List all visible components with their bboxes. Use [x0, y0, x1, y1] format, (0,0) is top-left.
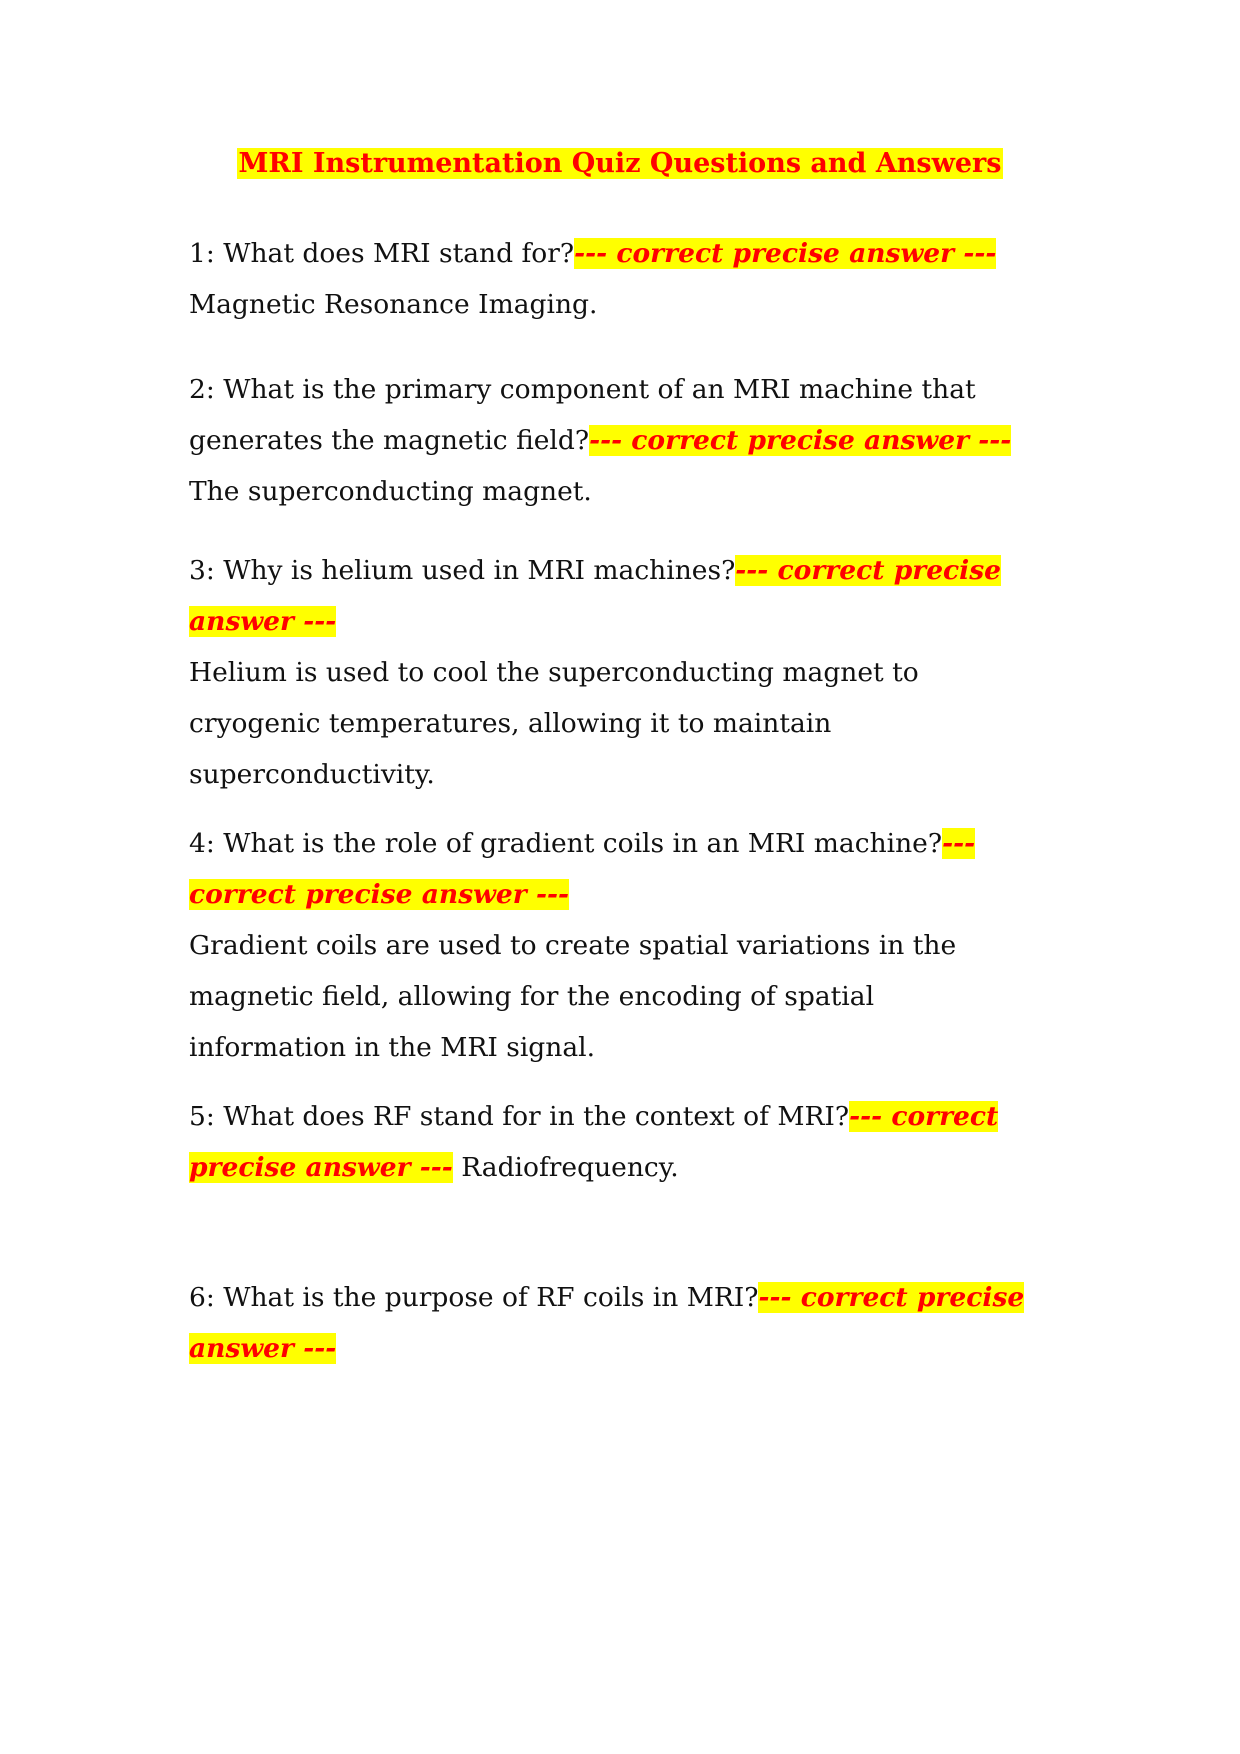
answer-text: Helium is used to cool the superconducting magnet to: [189, 657, 919, 688]
answer-text: magnetic field, allowing for the encoding of spatial: [189, 981, 875, 1012]
answer-marker: precise answer ---: [189, 1152, 453, 1183]
question-text: 1: What does MRI stand for?: [189, 238, 575, 269]
answer-marker: answer ---: [189, 606, 337, 637]
qa-item-6: [189, 1272, 1069, 1374]
answer-text: Magnetic Resonance Imaging.: [189, 289, 598, 320]
question-text: 6: What is the purpose of RF coils in MRI?: [189, 1282, 759, 1313]
question-text: 2: What is the primary component of an MRI machine that: [189, 374, 976, 405]
answer-text: Gradient coils are used to create spatial variations in the: [189, 930, 957, 961]
question-text: 3: Why is helium used in MRI machines?: [189, 555, 736, 586]
answer-text: cryogenic temperatures, allowing it to maintain: [189, 708, 832, 739]
document-title: MRI Instrumentation Quiz Questions and Answers: [238, 148, 1002, 179]
answer-marker: ---: [942, 828, 976, 859]
answer-text: The superconducting magnet.: [189, 476, 592, 507]
answer-text: superconductivity.: [189, 759, 435, 790]
qa-item-2: [189, 364, 1069, 517]
answer-text: information in the MRI signal.: [189, 1032, 596, 1063]
answer-marker: --- correct precise: [735, 555, 1002, 586]
qa-item-4: [189, 818, 1069, 1073]
document-title-wrap: [0, 146, 1240, 182]
question-text: generates the magnetic field?: [189, 425, 590, 456]
answer-text: Radiofrequency.: [452, 1152, 679, 1183]
answer-marker: correct precise answer ---: [189, 879, 569, 910]
qa-item-5: [189, 1091, 1069, 1193]
answer-marker: --- correct precise: [758, 1282, 1025, 1313]
qa-item-1: [189, 228, 1069, 330]
question-text: 4: What is the role of gradient coils in an MRI machine?: [189, 828, 943, 859]
answer-marker: --- correct precise answer ---: [574, 238, 997, 269]
answer-marker: --- correct precise answer ---: [589, 425, 1012, 456]
answer-marker: answer ---: [189, 1333, 337, 1364]
qa-item-3: [189, 545, 1069, 800]
question-text: 5: What does RF stand for in the context of MRI?: [189, 1101, 850, 1132]
answer-marker: --- correct: [849, 1101, 999, 1132]
